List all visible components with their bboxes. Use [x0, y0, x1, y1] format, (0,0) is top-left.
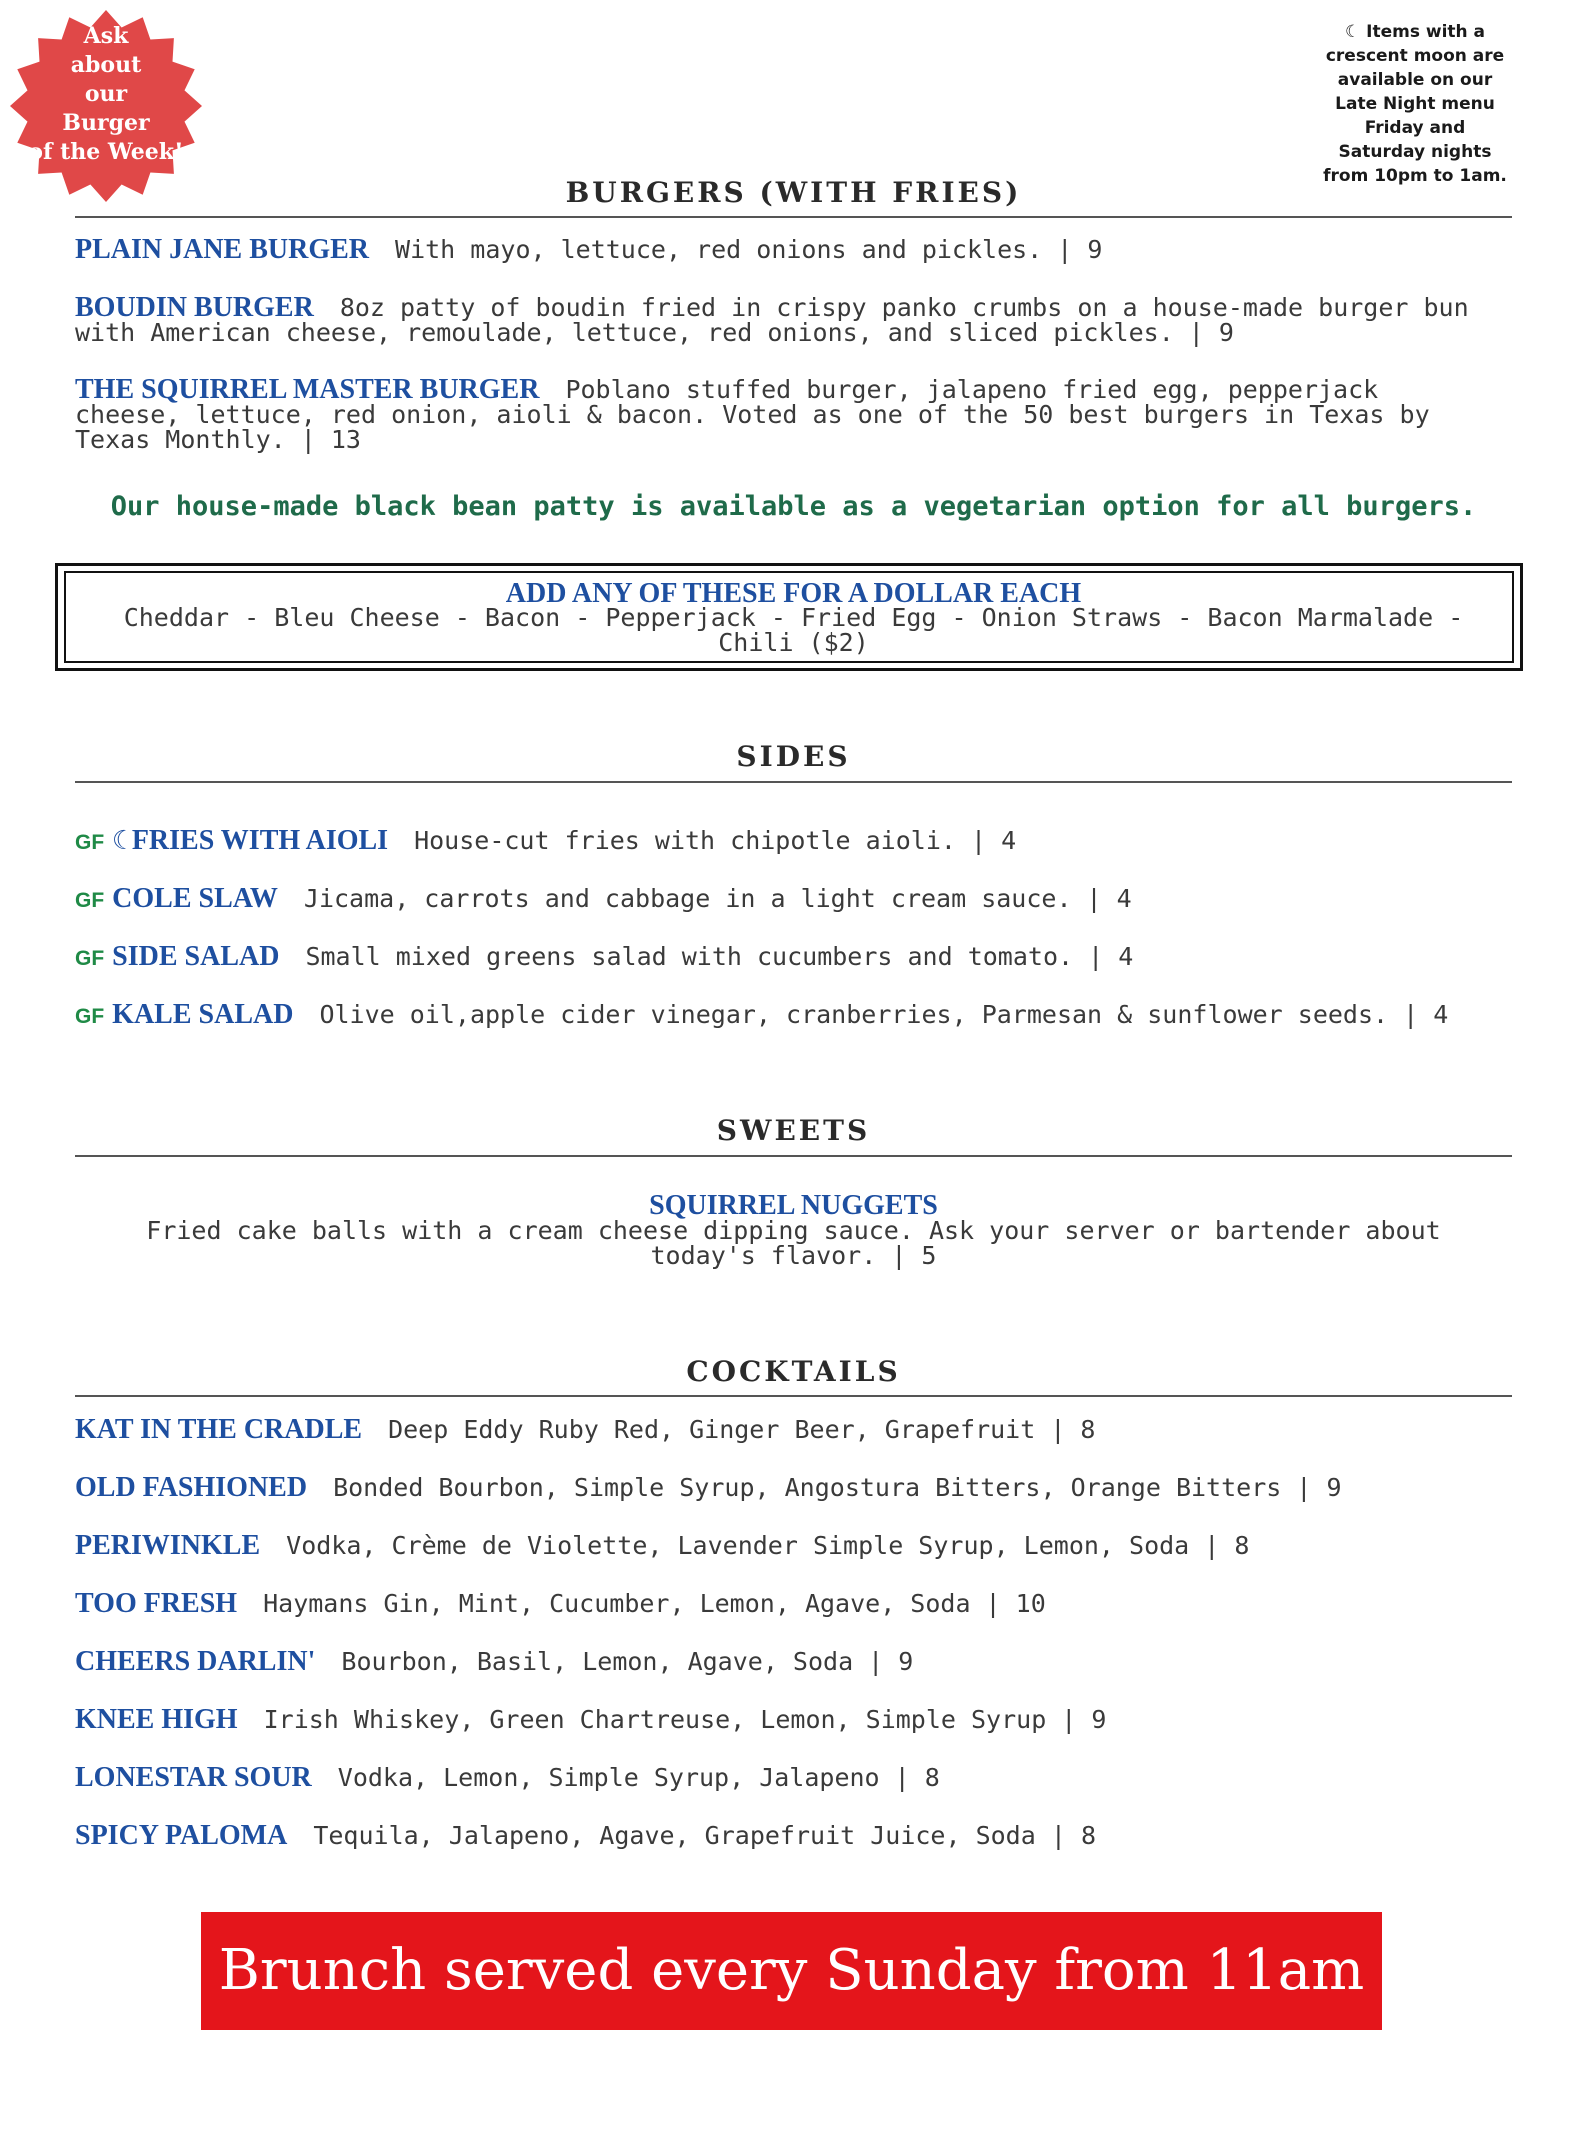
crescent-moon-icon: ☾: [112, 826, 128, 856]
item-name: CHEERS DARLIN': [75, 1646, 316, 1677]
menu-item-squirrel-master-burger: [75, 374, 1485, 454]
late-note-line: Saturday nights: [1338, 142, 1492, 162]
menu-item-knee-high: [75, 1704, 1485, 1735]
gluten-free-tag: GF: [75, 889, 105, 912]
item-name: OLD FASHIONED: [75, 1472, 308, 1503]
item-name: SIDE SALAD: [112, 941, 280, 972]
item-description: Poblano stuffed burger, jalapeno fried egg, pepperjack cheese, lettuce, red onion, aioli & bacon. Voted as one of the 50 best burgers in Texas by Texas Monthly. | 13: [75, 375, 1430, 454]
section-title-sides: SIDES: [736, 740, 851, 773]
menu-item-cole-slaw: [75, 883, 1485, 914]
item-description-squirrel-nuggets: Fried cake balls with a cream cheese dipping sauce. Ask your server or bartender about today's flavor. | 5: [146, 1216, 1441, 1270]
item-description: House-cut fries with chipotle aioli. | 4: [414, 826, 1017, 855]
menu-item-lonestar-sour: [75, 1762, 1485, 1793]
burger-of-the-week-badge: [8, 8, 204, 204]
menu-item-too-fresh: [75, 1588, 1485, 1619]
item-description: Deep Eddy Ruby Red, Ginger Beer, Grapefruit | 8: [388, 1415, 1096, 1444]
section-title-cocktails: COCKTAILS: [686, 1355, 901, 1388]
badge-line: Ask: [83, 23, 129, 49]
item-description: Vodka, Crème de Violette, Lavender Simple Syrup, Lemon, Soda | 8: [286, 1531, 1250, 1560]
late-note-line: from 10pm to 1am.: [1323, 166, 1507, 186]
addons-list: Cheddar - Bleu Cheese - Bacon - Pepperjack - Fried Egg - Onion Straws - Bacon Marmalade - Chili ($2): [123, 603, 1464, 657]
item-name: KALE SALAD: [112, 999, 294, 1030]
section-divider: [75, 1395, 1512, 1397]
menu-item-spicy-paloma: [75, 1820, 1485, 1851]
section-title-sweets: SWEETS: [716, 1114, 871, 1147]
item-name: COLE SLAW: [112, 883, 278, 914]
late-note-line: available on our: [1337, 70, 1493, 90]
gluten-free-tag: GF: [75, 1005, 105, 1028]
badge-line: about: [70, 52, 142, 78]
item-name: LONESTAR SOUR: [75, 1762, 312, 1793]
menu-item-cheers-darlin: [75, 1646, 1485, 1677]
item-name: PERIWINKLE: [75, 1530, 261, 1561]
section-divider: [75, 781, 1512, 783]
vegetarian-note: Our house-made black bean patty is available as a vegetarian option for all burgers.: [110, 491, 1477, 522]
menu-item-plain-jane-burger: [75, 234, 1485, 265]
item-name: KAT IN THE CRADLE: [75, 1414, 363, 1445]
item-name: KNEE HIGH: [75, 1704, 238, 1735]
badge-line: our: [84, 81, 128, 107]
item-name: PLAIN JANE BURGER: [75, 234, 370, 265]
item-name: SPICY PALOMA: [75, 1820, 288, 1851]
item-description: Small mixed greens salad with cucumbers and tomato. | 4: [305, 942, 1134, 971]
item-description: Bonded Bourbon, Simple Syrup, Angostura Bitters, Orange Bitters | 9: [333, 1473, 1342, 1502]
brunch-banner: Brunch served every Sunday from 11am to 3pm.: [201, 1912, 1382, 2030]
late-night-note: [1290, 20, 1540, 188]
menu-item-fries-with-aioli: [75, 825, 1485, 856]
late-note-line: Friday and: [1364, 118, 1466, 138]
item-name: FRIES WITH AIOLI: [131, 825, 389, 856]
item-name-squirrel-nuggets: SQUIRREL NUGGETS: [649, 1190, 938, 1221]
menu-item-old-fashioned: [75, 1472, 1485, 1503]
badge-line: of the Week!: [28, 139, 184, 165]
gluten-free-tag: GF: [75, 947, 105, 970]
section-divider: [75, 1155, 1512, 1157]
menu-item-kat-in-the-cradle: [75, 1414, 1485, 1445]
item-description: Bourbon, Basil, Lemon, Agave, Soda | 9: [341, 1647, 914, 1676]
item-description: Olive oil,apple cider vinegar, cranberries, Parmesan & sunflower seeds. | 4: [319, 1000, 1449, 1029]
section-title-burgers: BURGERS (WITH FRIES): [565, 176, 1022, 209]
late-note-line: crescent moon are: [1325, 46, 1505, 66]
addons-title: ADD ANY OF THESE FOR A DOLLAR EACH: [505, 578, 1082, 609]
badge-text: [8, 22, 204, 167]
section-divider: [75, 216, 1512, 218]
gluten-free-tag: GF: [75, 831, 105, 854]
menu-item-kale-salad: [75, 999, 1485, 1030]
item-description: 8oz patty of boudin fried in crispy panko crumbs on a house-made burger bun with American cheese, remoulade, lettuce, red onions, and sliced pickles. | 9: [75, 293, 1469, 347]
item-description: Haymans Gin, Mint, Cucumber, Lemon, Agave, Soda | 10: [263, 1589, 1046, 1618]
item-name: THE SQUIRREL MASTER BURGER: [75, 374, 540, 405]
item-description: With mayo, lettuce, red onions and pickles. | 9: [395, 235, 1103, 264]
item-name: TOO FRESH: [75, 1588, 238, 1619]
item-description: Tequila, Jalapeno, Agave, Grapefruit Juice, Soda | 8: [313, 1821, 1096, 1850]
item-description: Irish Whiskey, Green Chartreuse, Lemon, Simple Syrup | 9: [263, 1705, 1107, 1734]
menu-item-periwinkle: [75, 1530, 1485, 1561]
item-description: Vodka, Lemon, Simple Syrup, Jalapeno | 8: [337, 1763, 940, 1792]
late-note-line: ☾ Items with a: [1344, 22, 1486, 42]
badge-line: Burger: [62, 110, 150, 136]
late-note-line: Late Night menu: [1335, 94, 1495, 114]
menu-item-boudin-burger: [75, 292, 1485, 347]
menu-item-side-salad: [75, 941, 1485, 972]
item-description: Jicama, carrots and cabbage in a light cream sauce. | 4: [303, 884, 1132, 913]
item-name: BOUDIN BURGER: [75, 292, 314, 323]
